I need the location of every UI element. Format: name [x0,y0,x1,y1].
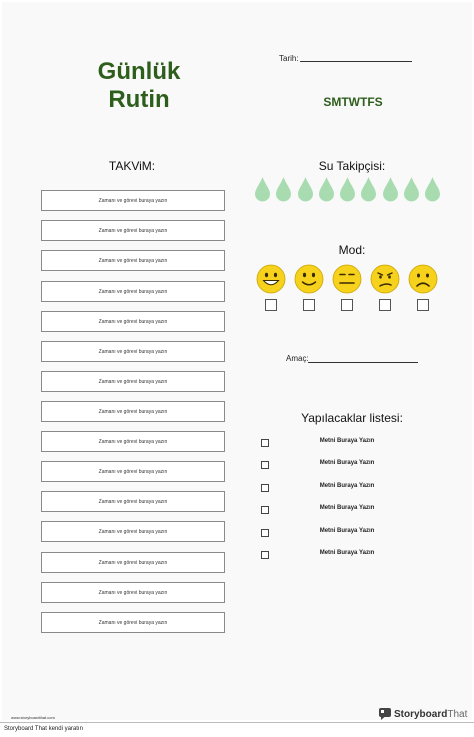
schedule-box[interactable]: Zamanı ve görevi buraya yazın [41,401,225,422]
water-tracker-heading: Su Takipçisi: [318,159,386,173]
water-drop-icon[interactable] [424,176,441,202]
todo-item-text[interactable]: Metni Buraya Yazın [319,528,375,534]
goal-input-line[interactable] [308,362,418,363]
todo-item-text[interactable]: Metni Buraya Yazın [319,483,375,489]
water-drop-icon[interactable] [275,176,292,202]
schedule-heading: TAKViM: [108,159,156,173]
date-input-line[interactable] [300,61,412,62]
schedule-box[interactable]: Zamanı ve görevi buraya yazın [41,250,225,271]
unhappy-face-icon [370,264,400,294]
footer-bar [0,722,474,737]
mood-checkbox-happy[interactable] [303,299,315,311]
mood-checkbox-very-happy[interactable] [265,299,277,311]
mood-checkbox-sad[interactable] [417,299,429,311]
schedule-box[interactable]: Zamanı ve görevi buraya yazın [41,552,225,573]
water-drop-icon[interactable] [360,176,377,202]
title-line-2: Rutin [108,86,170,113]
footer-text[interactable]: Storyboard That kendi yaratın [4,726,83,732]
water-drop-icon[interactable] [403,176,420,202]
todo-checkbox[interactable] [261,461,269,469]
schedule-box[interactable]: Zamanı ve görevi buraya yazın [41,612,225,633]
mood-heading: Mod: [338,243,366,257]
water-drop-icon[interactable] [339,176,356,202]
todo-checkbox[interactable] [261,529,269,537]
weekday-letters: SMTWTFS [323,95,383,109]
todo-item-text[interactable]: Metni Buraya Yazın [319,505,375,511]
schedule-box[interactable]: Zamanı ve görevi buraya yazın [41,431,225,452]
water-drop-icon[interactable] [254,176,271,202]
storyboard-logo-icon [378,707,392,721]
schedule-box[interactable]: Zamanı ve görevi buraya yazın [41,461,225,482]
schedule-box[interactable]: Zamanı ve görevi buraya yazın [41,190,225,211]
todo-checkbox[interactable] [261,484,269,492]
schedule-box[interactable]: Zamanı ve görevi buraya yazın [41,311,225,332]
neutral-face-icon [332,264,362,294]
todo-checkbox[interactable] [261,551,269,559]
storyboardthat-logo[interactable] [378,707,467,721]
schedule-box[interactable]: Zamanı ve görevi buraya yazın [41,521,225,542]
website-url: www.storyboardthat.com [11,715,55,720]
water-drop-icon[interactable] [382,176,399,202]
water-drop-icon[interactable] [318,176,335,202]
schedule-box[interactable]: Zamanı ve görevi buraya yazın [41,341,225,362]
water-drop-icon[interactable] [297,176,314,202]
todo-item-text[interactable]: Metni Buraya Yazın [319,438,375,444]
todo-item-text[interactable]: Metni Buraya Yazın [319,550,375,556]
sad-face-icon [408,264,438,294]
schedule-box[interactable]: Zamanı ve görevi buraya yazın [41,220,225,241]
schedule-box[interactable]: Zamanı ve görevi buraya yazın [41,582,225,603]
happy-face-icon [294,264,324,294]
logo-text: StoryboardThat [394,708,468,720]
schedule-box[interactable]: Zamanı ve görevi buraya yazın [41,371,225,392]
mood-checkbox-neutral[interactable] [341,299,353,311]
todo-heading: Yapılacaklar listesi: [301,411,403,425]
date-label: Tarih: [279,54,299,63]
schedule-box[interactable]: Zamanı ve görevi buraya yazın [41,281,225,302]
schedule-box[interactable]: Zamanı ve görevi buraya yazın [41,491,225,512]
todo-checkbox[interactable] [261,506,269,514]
worksheet-page [2,2,472,720]
title-line-1: Günlük [97,58,181,85]
goal-label: Amaç: [286,354,309,363]
todo-checkbox[interactable] [261,439,269,447]
very-happy-face-icon [256,264,286,294]
todo-item-text[interactable]: Metni Buraya Yazın [319,460,375,466]
mood-checkbox-unhappy[interactable] [379,299,391,311]
page-title [74,58,204,114]
